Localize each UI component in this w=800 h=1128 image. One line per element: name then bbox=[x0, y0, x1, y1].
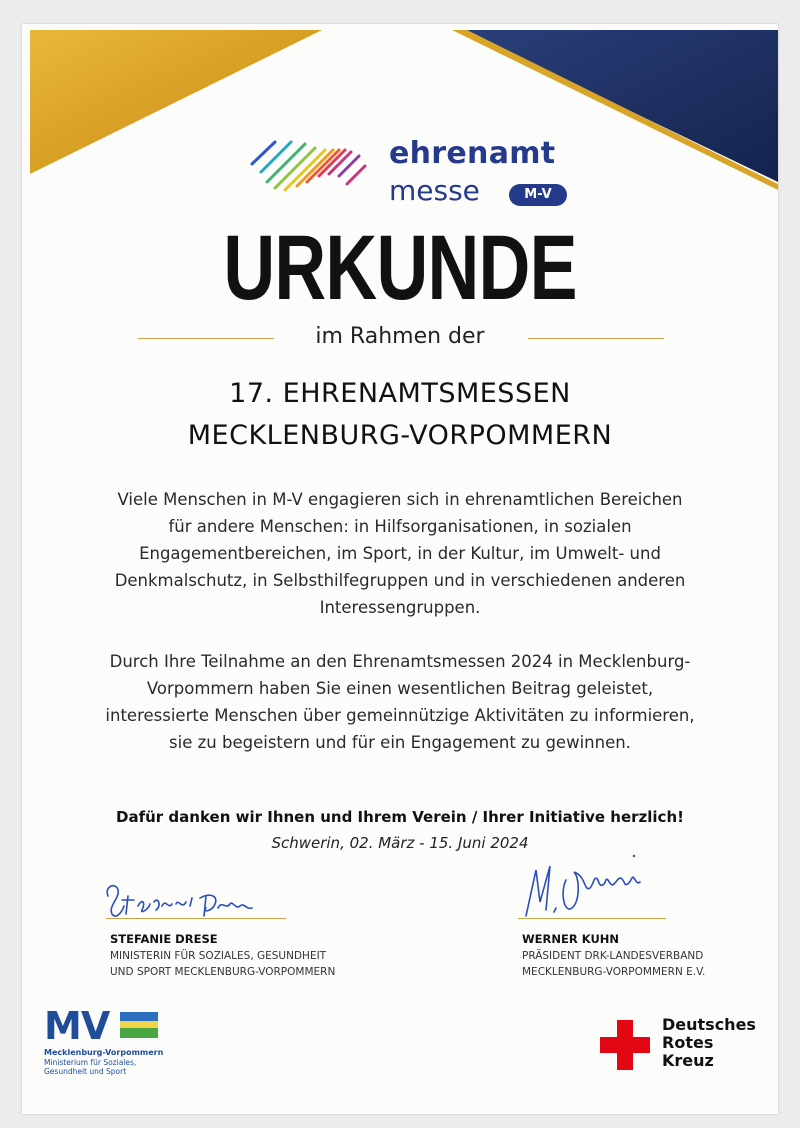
signature-line-right bbox=[518, 918, 666, 919]
mv-caption-line: Ministerium für Soziales, bbox=[44, 1057, 137, 1067]
mv-caption-state: Mecklenburg-Vorpommern bbox=[44, 1048, 164, 1057]
paragraph-line: Vorpommern haben Sie einen wesentlichen Beitrag geleistet, bbox=[146, 679, 654, 698]
paragraph-line: interessierte Menschen über gemeinnützige Aktivitäten zu informieren, bbox=[105, 706, 695, 725]
drk-logo bbox=[600, 1016, 770, 1076]
thanks-line: Dafür danken wir Ihnen und Ihrem Verein / Ihrer Initiative herzlich! bbox=[116, 808, 684, 826]
mv-caption-line: Gesundheit und Sport bbox=[44, 1067, 127, 1076]
signer-role-line: UND SPORT MECKLENBURG-VORPOMMERN bbox=[110, 966, 336, 978]
ehrenamtmesse-logo bbox=[247, 122, 556, 222]
drk-word: Kreuz bbox=[662, 1051, 714, 1070]
paragraph-participation bbox=[82, 648, 718, 756]
certificate-page bbox=[22, 24, 778, 1114]
drk-word: Rotes bbox=[662, 1033, 714, 1052]
mv-flag-icon bbox=[120, 1012, 158, 1038]
logo-word-messe: messe bbox=[389, 174, 480, 207]
subtitle-rule-right bbox=[528, 338, 664, 339]
paragraph-line: Denkmalschutz, in Selbsthilfegruppen und in verschiedenen anderen bbox=[114, 571, 686, 590]
signer-name-right: WERNER KUHN bbox=[522, 932, 620, 946]
signer-role-right bbox=[522, 948, 705, 980]
mv-logo-caption bbox=[44, 1048, 244, 1077]
place-and-date: Schwerin, 02. März - 15. Juni 2024 bbox=[271, 834, 529, 852]
signer-name-left: STEFANIE DRESE bbox=[110, 932, 218, 946]
paragraph-line: Engagementbereichen, im Sport, in der Kultur, im Umwelt- und bbox=[139, 544, 661, 563]
mv-logo-letters: MV bbox=[44, 1004, 110, 1048]
event-heading-line2: MECKLENBURG-VORPOMMERN bbox=[187, 420, 613, 451]
logo-word-ehrenamt: ehrenamt bbox=[389, 136, 556, 171]
paragraph-engagement bbox=[82, 486, 718, 621]
signer-role-line: PRÄSIDENT DRK-LANDESVERBAND bbox=[522, 950, 704, 962]
red-cross-icon bbox=[600, 1020, 650, 1070]
paragraph-line: für andere Menschen: in Hilfsorganisationen, in sozialen bbox=[168, 517, 632, 536]
logo-badge-mv: M-V bbox=[509, 184, 567, 206]
mv-ministry-logo bbox=[40, 1004, 240, 1074]
drk-word: Deutsches bbox=[662, 1015, 756, 1034]
paragraph-line: Viele Menschen in M-V engagieren sich in ehrenamtlichen Bereichen bbox=[117, 490, 683, 509]
drk-wordmark bbox=[662, 1016, 756, 1070]
paragraph-line: sie zu begeistern und für ein Engagement zu gewinnen. bbox=[169, 733, 631, 752]
signature-right bbox=[514, 852, 674, 922]
certificate-title: URKUNDE bbox=[223, 217, 577, 319]
subtitle: im Rahmen der bbox=[315, 324, 485, 349]
paragraph-line: Durch Ihre Teilnahme an den Ehrenamtsmessen 2024 in Mecklenburg- bbox=[109, 652, 691, 671]
signer-role-line: MINISTERIN FÜR SOZIALES, GESUNDHEIT bbox=[110, 950, 327, 962]
signature-line-left bbox=[106, 918, 286, 919]
event-heading-line1: 17. EHRENAMTSMESSEN bbox=[229, 378, 571, 409]
colorful-stripes-icon bbox=[247, 122, 377, 202]
signer-role-left bbox=[110, 948, 335, 980]
signer-role-line: MECKLENBURG-VORPOMMERN E.V. bbox=[522, 966, 706, 978]
paragraph-line: Interessengruppen. bbox=[319, 598, 481, 617]
